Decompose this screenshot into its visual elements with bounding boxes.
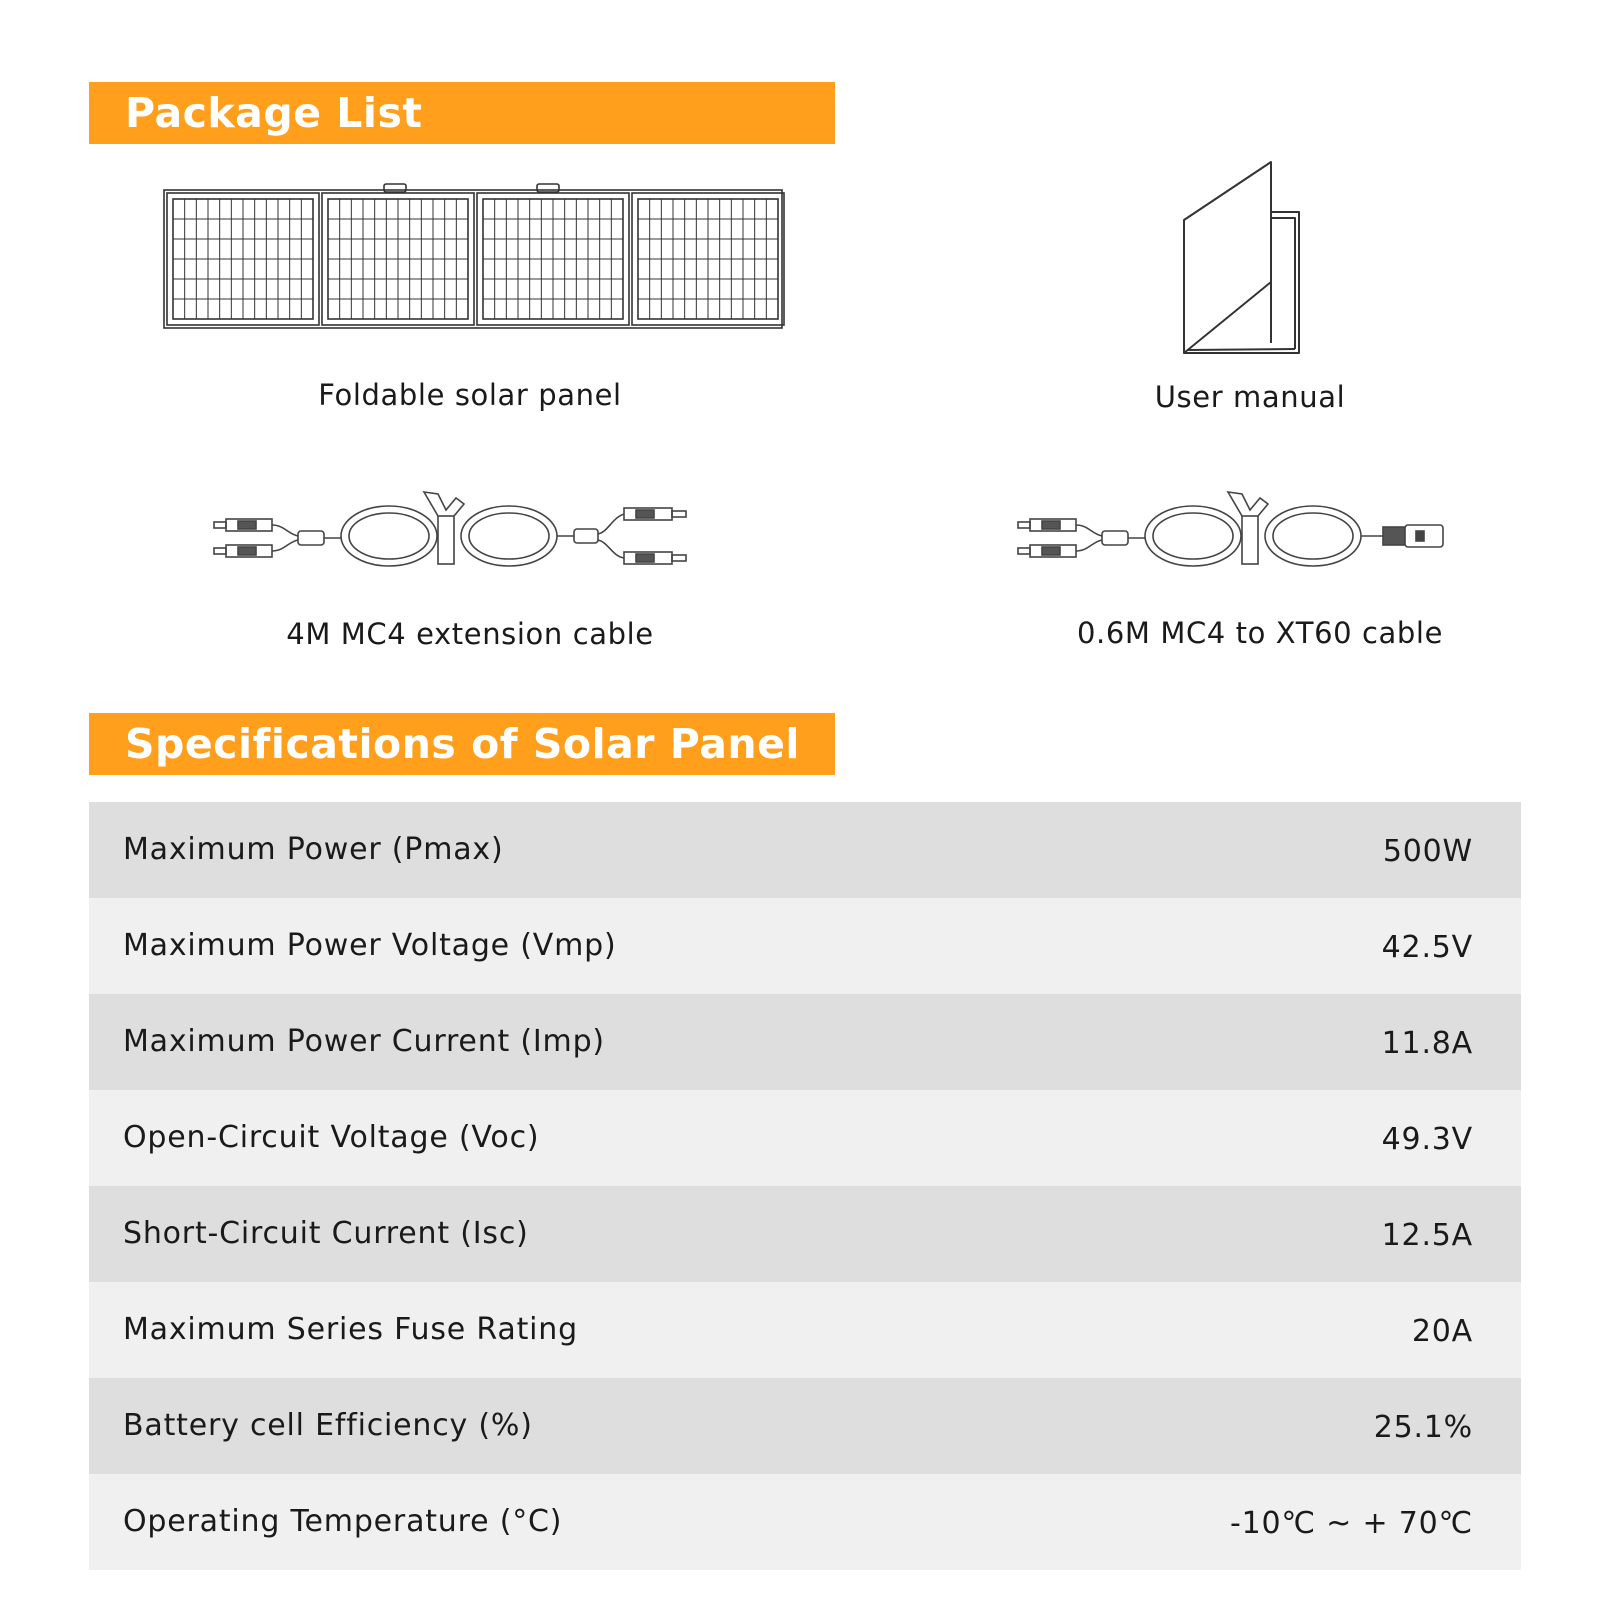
spec-row — [89, 1186, 1521, 1282]
manual-icon — [1180, 160, 1310, 360]
specifications-title: Specifications of Solar Panel — [125, 720, 800, 768]
spec-label: Maximum Power Current (Imp) — [123, 1024, 605, 1059]
package-list-header — [89, 82, 835, 144]
xt60-cable-icon — [1018, 484, 1458, 584]
spec-row — [89, 994, 1521, 1090]
spec-row — [89, 1378, 1521, 1474]
package-item-label: Foldable solar panel — [318, 378, 622, 412]
mc4-cable-icon — [214, 484, 694, 584]
spec-row — [89, 802, 1521, 898]
spec-label: Battery cell Efficiency (%) — [123, 1408, 533, 1443]
package-list-title: Package List — [125, 89, 423, 137]
spec-value: -10℃ ~ + 70℃ — [1229, 1506, 1473, 1541]
spec-value: 500W — [1382, 834, 1473, 869]
package-item-label: User manual — [1154, 380, 1346, 414]
spec-label: Maximum Power (Pmax) — [123, 832, 504, 867]
spec-value: 49.3V — [1381, 1122, 1473, 1157]
spec-value: 42.5V — [1381, 930, 1473, 965]
spec-row — [89, 898, 1521, 994]
spec-row — [89, 1282, 1521, 1378]
spec-label: Maximum Power Voltage (Vmp) — [123, 928, 617, 963]
specifications-header — [89, 713, 835, 775]
specifications-table — [89, 802, 1521, 1570]
spec-label: Maximum Series Fuse Rating — [123, 1312, 578, 1347]
package-item-label: 0.6M MC4 to XT60 cable — [1076, 616, 1444, 650]
spec-value: 11.8A — [1381, 1026, 1473, 1061]
spec-value: 20A — [1411, 1314, 1473, 1349]
spec-label: Short-Circuit Current (Isc) — [123, 1216, 529, 1251]
package-item-label: 4M MC4 extension cable — [286, 617, 654, 651]
spec-value: 12.5A — [1381, 1218, 1473, 1253]
spec-label: Open-Circuit Voltage (Voc) — [123, 1120, 540, 1155]
spec-row — [89, 1474, 1521, 1570]
solar-panel-icon — [164, 184, 782, 334]
spec-value: 25.1% — [1373, 1410, 1473, 1445]
spec-label: Operating Temperature (°C) — [123, 1504, 563, 1539]
spec-row — [89, 1090, 1521, 1186]
